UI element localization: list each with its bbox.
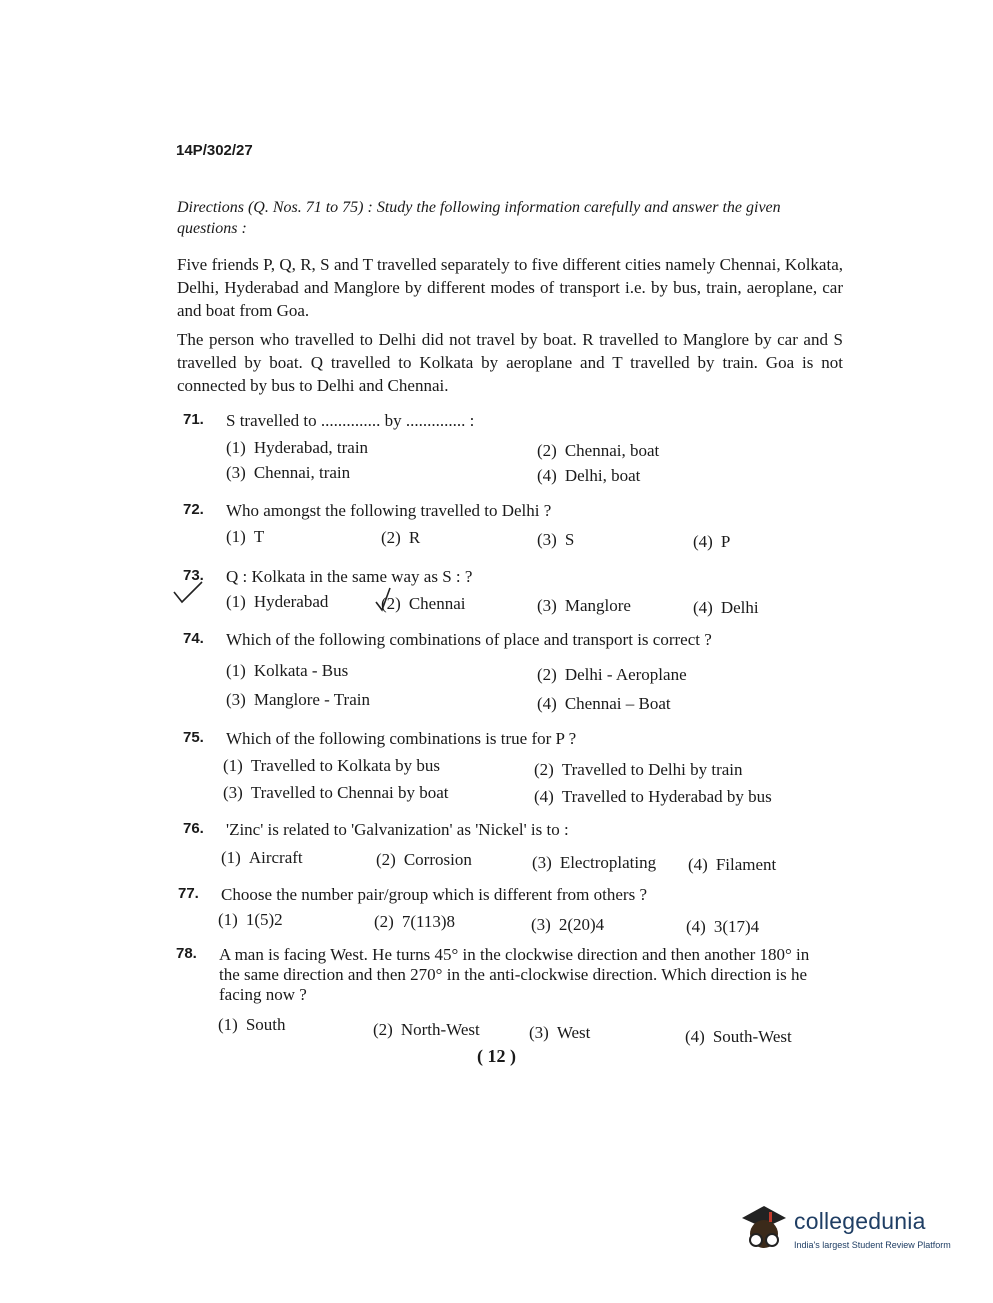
directions-text: Directions (Q. Nos. 71 to 75) : Study the following information carefully and answer the given questions : <box>177 199 781 237</box>
option-3: (3) Manglore <box>537 596 631 615</box>
option-2: (2) Delhi - Aeroplane <box>537 665 687 684</box>
question-73 <box>183 567 843 617</box>
info-paragraph-2: The person who travelled to Delhi did not travel by boat. R travelled to Manglore by car and S travelled by boat. Q travelled to Kolkata by aeroplane and T travelled by train. Goa is not connected by bus to Delhi and Chennai. <box>177 330 843 395</box>
brand-name: collegedunia <box>794 1208 926 1234</box>
question-77 <box>178 885 838 940</box>
option-3: (3) 2(20)4 <box>531 915 605 934</box>
handwritten-tick-icon <box>172 578 212 608</box>
brand-tagline: India's largest Student Review Platform <box>794 1240 951 1250</box>
question-text: 'Zinc' is related to 'Galvanization' as 'Nickel' is to : <box>226 820 569 839</box>
handwritten-tick-icon <box>374 586 394 614</box>
option-4: (4) Travelled to Hyderabad by bus <box>534 787 772 806</box>
option-3: (3) West <box>529 1023 591 1042</box>
option-3: (3) Chennai, train <box>226 463 351 482</box>
option-2: (2) Travelled to Delhi by train <box>534 760 743 779</box>
option-2: (2) 7(113)8 <box>374 912 456 931</box>
question-71 <box>183 411 843 485</box>
question-number: 71. <box>183 411 204 428</box>
question-number: 75. <box>183 729 204 746</box>
option-2: (2) Chennai <box>381 594 466 613</box>
option-2: (2) Chennai, boat <box>537 441 660 460</box>
collegedunia-watermark <box>736 1196 966 1258</box>
option-4: (4) Delhi <box>693 598 759 617</box>
option-3: (3) Manglore - Train <box>226 690 370 709</box>
question-number: 77. <box>178 885 199 902</box>
question-72 <box>183 501 843 551</box>
question-75 <box>183 729 843 809</box>
page-number: ( 12 ) <box>477 1046 516 1066</box>
question-text: Who amongst the following travelled to Delhi ? <box>226 501 552 520</box>
option-1: (1) Hyderabad <box>226 592 329 611</box>
option-4: (4) Filament <box>688 855 777 874</box>
info-paragraph-1: Five friends P, Q, R, S and T travelled separately to five different cities namely Chennai, Kolkata, Delhi, Hyderabad and Manglore by different modes of transport i.e. by bus, train, aeroplane, car and boat from Goa. <box>177 255 843 320</box>
option-1: (1) Kolkata - Bus <box>226 661 349 680</box>
option-1: (1) Aircraft <box>221 848 303 867</box>
question-text: S travelled to .............. by .............. : <box>226 411 475 430</box>
option-2: (2) Corrosion <box>376 850 472 869</box>
option-1: (1) South <box>218 1015 286 1034</box>
option-3: (3) S <box>537 530 575 549</box>
question-text: Q : Kolkata in the same way as S : ? <box>226 567 473 586</box>
option-1: (1) T <box>226 527 265 546</box>
question-number: 72. <box>183 501 204 518</box>
question-text: A man is facing West. He turns 45° in the clockwise direction and then another 180° in the same direction and then 270° in the anti-clockwise direction. Which direction is he facing now ? <box>219 945 810 1004</box>
option-2: (2) North-West <box>373 1020 480 1039</box>
option-3: (3) Electroplating <box>532 853 657 872</box>
question-number: 74. <box>183 630 204 647</box>
option-3: (3) Travelled to Chennai by boat <box>223 783 449 802</box>
option-4: (4) Chennai – Boat <box>537 694 671 713</box>
option-4: (4) P <box>693 532 731 551</box>
option-4: (4) 3(17)4 <box>686 917 760 936</box>
question-text: Which of the following combinations is true for P ? <box>226 729 577 748</box>
question-number: 73. <box>183 567 204 584</box>
option-1: (1) Travelled to Kolkata by bus <box>223 756 441 775</box>
question-number: 76. <box>183 820 204 837</box>
question-76 <box>183 820 843 875</box>
question-text: Which of the following combinations of place and transport is correct ? <box>226 630 712 649</box>
option-1: (1) 1(5)2 <box>218 910 283 929</box>
question-78 <box>176 945 836 1045</box>
question-text: Choose the number pair/group which is different from others ? <box>221 885 647 904</box>
paper-code: 14P/302/27 <box>176 142 253 159</box>
option-1: (1) Hyderabad, train <box>226 438 369 457</box>
question-74 <box>183 630 843 715</box>
mascot-logo-icon <box>736 1200 790 1254</box>
option-4: (4) Delhi, boat <box>537 466 641 485</box>
option-4: (4) South-West <box>685 1027 792 1046</box>
option-2: (2) R <box>381 528 421 547</box>
question-number: 78. <box>176 945 197 962</box>
